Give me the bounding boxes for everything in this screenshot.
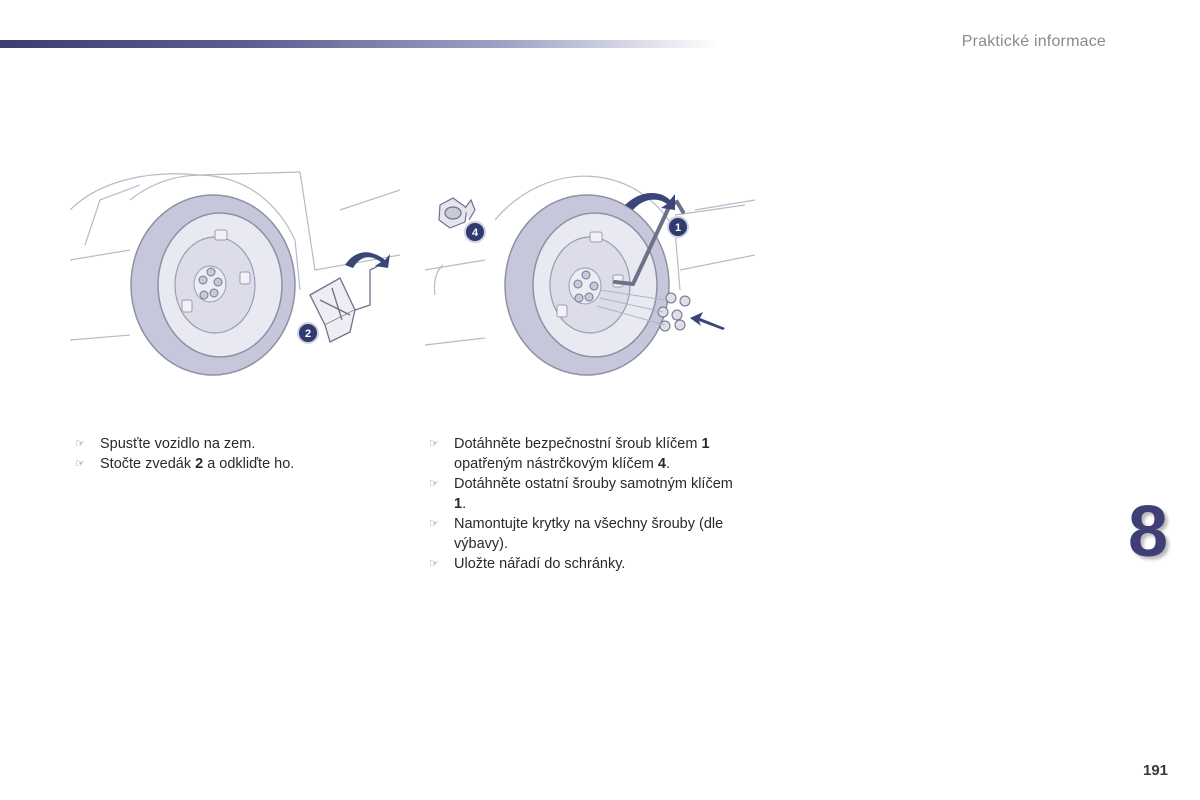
- step-bold-ref: 1: [454, 496, 463, 512]
- right-instructions: [426, 434, 736, 574]
- step-bold-ref: 4: [657, 456, 666, 472]
- list-item: [426, 514, 736, 554]
- tyre: [505, 195, 669, 375]
- section-title: Praktické informace: [961, 33, 1106, 50]
- car-wheel-jack-drawing: [70, 160, 400, 380]
- pointing-hand-icon: ☞: [429, 438, 439, 450]
- callout-badge: [465, 222, 485, 242]
- list-item: [72, 454, 402, 474]
- step-text: Dotáhněte ostatní šrouby samotným klíčem: [454, 476, 733, 492]
- list-item: [72, 434, 402, 454]
- step-bold-ref: 2: [195, 456, 204, 472]
- header-bar: [0, 40, 720, 48]
- pointing-hand-icon: ☞: [75, 438, 85, 450]
- step-text: a odkliďte ho.: [203, 456, 295, 472]
- step-bold-ref: 1: [701, 436, 710, 452]
- step-text: Namontujte krytky na všechny šrouby (dle výbavy).: [454, 516, 724, 552]
- rotate-arrow-icon: [625, 193, 675, 210]
- tyre: [131, 195, 295, 375]
- push-arrow-icon: [690, 312, 725, 330]
- wheel-wrench-drawing: [425, 160, 755, 380]
- chapter-number: 8: [1128, 492, 1169, 572]
- callout-number-4: 4: [471, 227, 479, 239]
- pointing-hand-icon: ☞: [429, 478, 439, 490]
- bolt-tightening-illustration: [425, 160, 755, 380]
- left-instructions: [72, 434, 402, 474]
- step-text: Stočte zvedák: [100, 456, 196, 472]
- page-number: 191: [1143, 762, 1169, 779]
- rotate-arrow-icon: [345, 252, 390, 268]
- step-text: .: [665, 456, 670, 472]
- list-item: [426, 554, 736, 574]
- pointing-hand-icon: ☞: [429, 518, 439, 530]
- step-text: Spusťte vozidlo na zem.: [100, 436, 256, 452]
- pointing-hand-icon: ☞: [75, 458, 85, 470]
- list-item: [426, 474, 736, 514]
- callout-badge: [298, 323, 318, 343]
- list-item: [426, 434, 736, 474]
- callout-number-1: 1: [674, 222, 682, 234]
- pointing-hand-icon: ☞: [429, 558, 439, 570]
- jack-lowering-illustration: [70, 160, 400, 380]
- callout-badge: [668, 217, 688, 237]
- step-text: .: [462, 496, 467, 512]
- callout-number-2: 2: [304, 328, 312, 340]
- step-text: Dotáhněte bezpečnostní šroub klíčem: [454, 436, 702, 452]
- step-text: opatřeným nástrčkovým klíčem: [454, 456, 658, 472]
- step-text: Uložte nářadí do schránky.: [454, 556, 626, 572]
- jack: [310, 265, 380, 342]
